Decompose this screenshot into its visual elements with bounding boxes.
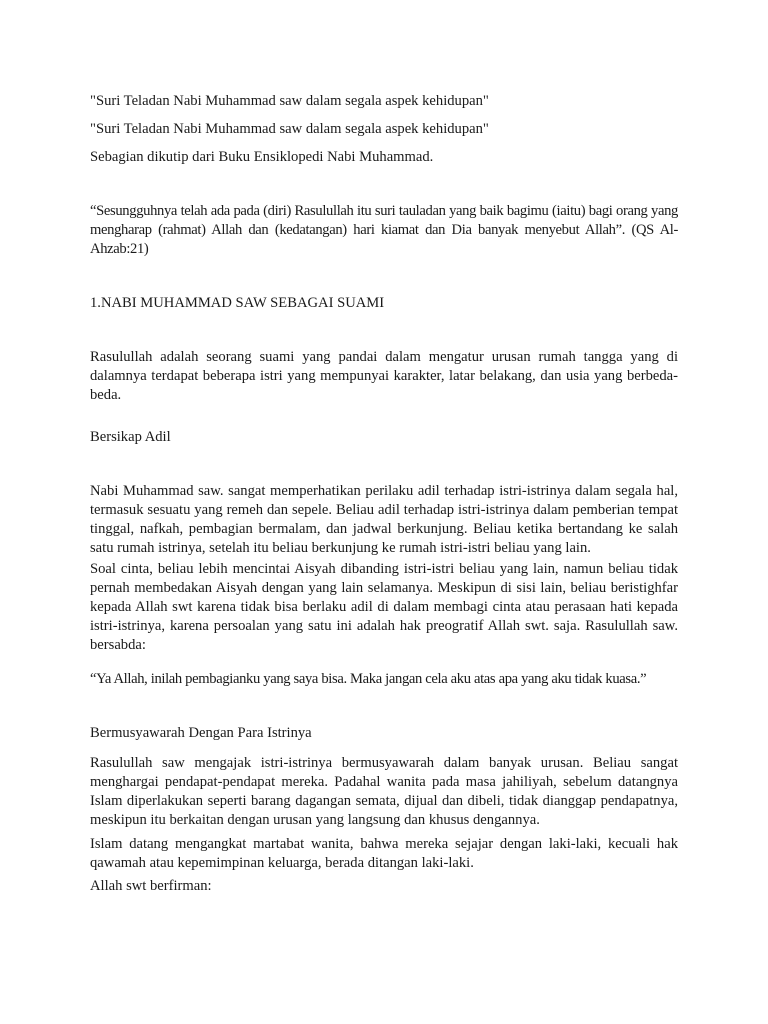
subheading-bersikap-adil: Bersikap Adil — [90, 429, 171, 445]
title-line-2: "Suri Teladan Nabi Muhammad saw dalam segala aspek kehidupan" — [90, 121, 489, 137]
paragraph-adil: Nabi Muhammad saw. sangat memperhatikan perilaku adil terhadap istri-istrinya dalam segala hal, termasuk sesuatu yang remeh dan sepele. Beliau adil terhadap istri-istrinya dalam pemberian tempat tinggal, nafkah, pembagian bermalam, dan jadwal berkunjung. Beliau ketika bertandang ke salah satu rumah istrinya, setelah itu beliau berkunjung ke rumah istri-istri beliau yang lain. — [90, 483, 678, 556]
source-line: Sebagian dikutip dari Buku Ensiklopedi Nabi Muhammad. — [90, 149, 434, 165]
paragraph-soal-cinta: Soal cinta, beliau lebih mencintai Aisyah dibanding istri-istri beliau yang lain, namun beliau tidak pernah membedakan Aisyah dengan yang lain selamanya. Meskipun di sisi lain, beliau beristighfar kepada Allah swt karena tidak bisa berlaku adil di dalam membagi cinta atau perasaan hati kepada istri-istrinya, karena persoalan yang satu ini adalah hak preogratif Allah swt. saja. Rasulullah saw. bersabda: — [90, 561, 678, 653]
section-heading-suami: 1.NABI MUHAMMAD SAW SEBAGAI SUAMI — [90, 295, 385, 311]
paragraph-intro: Rasulullah adalah seorang suami yang pandai dalam mengatur urusan rumah tangga yang di dalamnya terdapat beberapa istri yang mempunyai karakter, latar belakang, dan usia yang berbeda-beda. — [90, 349, 678, 403]
paragraph-martabat-wanita: Islam datang mengangkat martabat wanita, bahwa mereka sejajar dengan laki-laki, kecuali hak qawamah atau kepemimpinan keluarga, berada ditangan laki-laki. — [90, 836, 678, 871]
paragraph-allah-berfirman: Allah swt berfirman: — [90, 878, 212, 894]
paragraph-musyawarah: Rasulullah saw mengajak istri-istrinya bermusyawarah dalam banyak urusan. Beliau sangat menghargai pendapat-pendapat mereka. Padahal wanita pada masa jahiliyah, sebelum datangnya Islam diperlakukan seperti barang dagangan semata, dijual dan dibeli, tidak dianggap pendapatnya, meskipun itu berkaitan dengan urusan yang langsung dan khusus dengannya. — [90, 755, 678, 828]
quote-hadith: “Ya Allah, inilah pembagianku yang saya bisa. Maka jangan cela aku atas apa yang aku tidak kuasa.” — [90, 671, 647, 687]
quote-al-ahzab: “Sesungguhnya telah ada pada (diri) Rasulullah itu suri tauladan yang baik bagimu (iaitu) bagi orang yang mengharap (rahmat) Allah dan (kedatangan) hari kiamat dan Dia banyak menyebut Allah”. (QS Al-Ahzab:21) — [90, 203, 678, 257]
title-line-1: "Suri Teladan Nabi Muhammad saw dalam segala aspek kehidupan" — [90, 93, 489, 109]
subheading-bermusyawarah: Bermusyawarah Dengan Para Istrinya — [90, 725, 312, 741]
